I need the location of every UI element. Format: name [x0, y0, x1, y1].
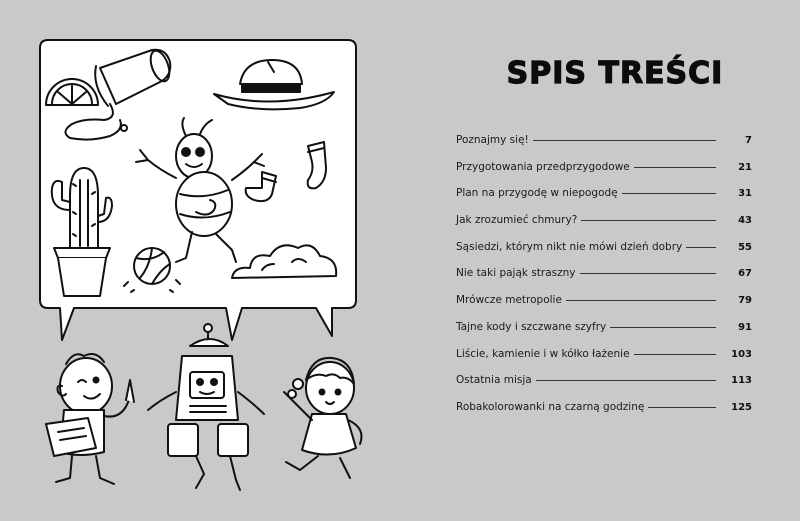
toc-page-number: 21 [738, 161, 752, 173]
robot-icon [148, 324, 264, 490]
toc-entry[interactable] [456, 187, 752, 214]
toc-page-number: 67 [738, 268, 752, 280]
toc-leader-line [533, 140, 716, 141]
toc-page-number: 7 [745, 135, 752, 146]
toc-entry-title: Nie taki pająk straszny [456, 267, 576, 280]
toc-entry[interactable] [456, 214, 752, 241]
toc-page-number: 31 [738, 188, 752, 200]
toc-entry-title: Sąsiedzi, którym nikt nie mówi dzień dobry [456, 240, 683, 253]
girl-icon [284, 358, 362, 478]
toc-entry[interactable] [456, 161, 752, 188]
toc-page-number: 43 [738, 215, 752, 227]
toc-page-number: 113 [731, 375, 752, 387]
toc-entry-title: Liście, kamienie i w kółko łażenie [456, 347, 630, 360]
toc-entry[interactable] [456, 401, 752, 428]
toc-entry-title: Mrówcze metropolie [456, 294, 562, 307]
toc-leader-line [634, 167, 716, 168]
toc-entry[interactable] [456, 134, 752, 161]
toc-entry[interactable] [456, 374, 752, 401]
toc-page-number: 91 [738, 321, 752, 333]
toc-entry-title: Poznajmy się! [456, 134, 529, 146]
toc-leader-line [566, 300, 716, 301]
toc-leader-line [536, 380, 716, 381]
toc-page-number: 103 [731, 348, 752, 360]
toc-leader-line [686, 247, 716, 248]
boy-with-pencil-icon [46, 354, 134, 484]
toc-entry[interactable] [456, 241, 752, 268]
toc-leader-line [634, 354, 716, 355]
toc-entry-title: Jak zrozumieć chmury? [456, 214, 578, 227]
toc-page-number: 79 [738, 295, 752, 307]
toc-leader-line [622, 193, 716, 194]
toc-entry[interactable] [456, 294, 752, 321]
toc-entry-title: Robakolorowanki na czarną godzinę [456, 400, 645, 413]
table-of-contents [456, 134, 752, 428]
toc-entry-title: Ostatnia misja [456, 374, 532, 387]
toc-leader-line [581, 220, 716, 221]
toc-leader-line [610, 327, 716, 328]
toc-page-number: 125 [731, 401, 752, 413]
toc-page-number: 55 [738, 241, 752, 253]
page-title: SPIS TREŚCI [506, 56, 724, 91]
toc-entry-title: Przygotowania przedprzygodowe [456, 160, 630, 173]
toc-entry[interactable] [456, 321, 752, 348]
toc-leader-line [648, 407, 716, 408]
toc-leader-line [580, 273, 716, 274]
toc-entry[interactable] [456, 267, 752, 294]
toc-entry[interactable] [456, 348, 752, 375]
toc-entry-title: Tajne kody i szczwane szyfry [456, 320, 607, 333]
toc-entry-title: Plan na przygodę w niepogodę [456, 187, 618, 200]
